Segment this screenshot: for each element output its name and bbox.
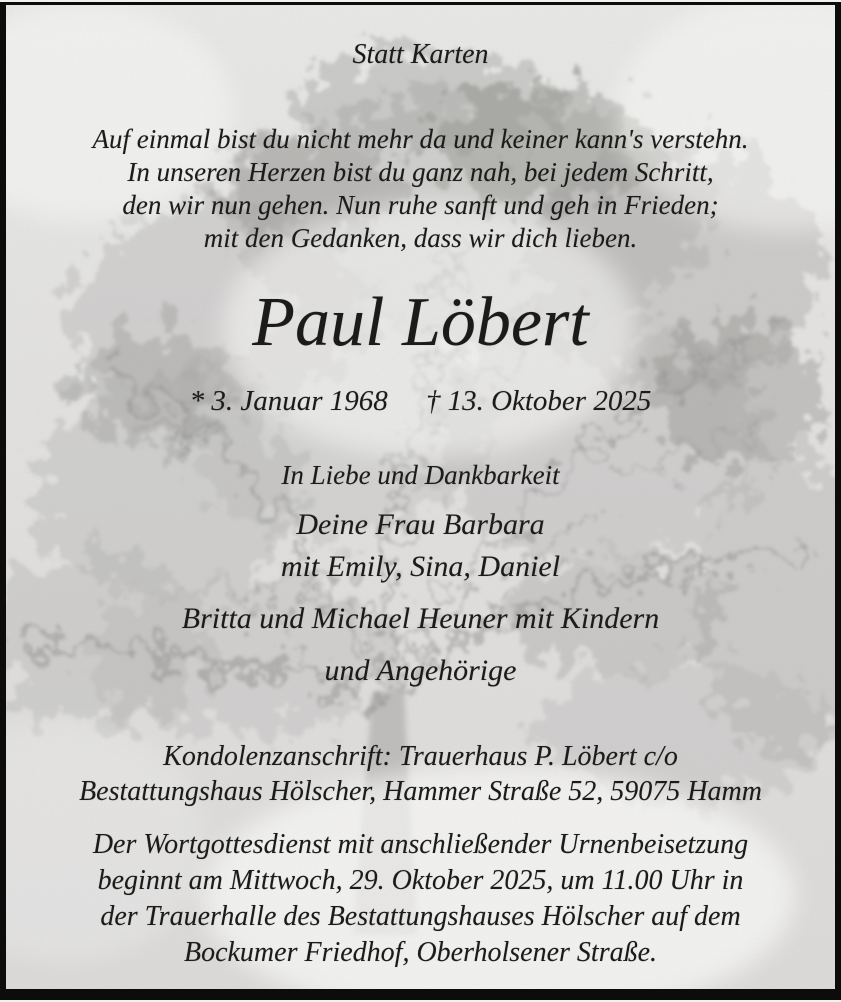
condolence-line: Bestattungshaus Hölscher, Hammer Straße 52, 59075 Hamm <box>79 776 762 807</box>
service-line: Bockumer Friedhof, Oberholsener Straße. <box>183 937 658 968</box>
birth-date: * 3. Januar 1968 <box>189 385 388 417</box>
mourner-line: und Angehörige <box>324 654 517 687</box>
life-dates <box>6 383 835 419</box>
mourner-line: Britta und Michael Heuner mit Kindern <box>181 602 660 635</box>
poem-line: Auf einmal bist du nicht mehr da und keiner kann's verstehn. <box>92 124 749 154</box>
service-line: Der Wortgottesdienst mit anschließender Urnenbeisetzung <box>92 829 749 860</box>
poem-line: In unseren Herzen bist du ganz nah, bei jedem Schritt, <box>127 157 714 187</box>
deceased-name: Paul Löbert <box>252 284 589 361</box>
service-line: beginnt am Mittwoch, 29. Oktober 2025, um 11.00 Uhr in <box>97 865 744 896</box>
funeral-service-info <box>6 827 835 971</box>
poem-line: den wir nun gehen. Nun ruhe sanft und geh in Frieden; <box>122 190 719 220</box>
poem-line: mit den Gedanken, dass wir dich lieben. <box>203 223 638 253</box>
death-date: † 13. Oktober 2025 <box>425 385 652 417</box>
condolence-line: Kondolenzanschrift: Trauerhaus P. Löbert c/o <box>163 741 678 772</box>
obituary-content <box>6 5 835 989</box>
mourning-intro: In Liebe und Dankbarkeit <box>281 460 560 490</box>
memorial-poem <box>6 123 835 255</box>
pre-header: Statt Karten <box>352 39 489 70</box>
mourner-line: mit Emily, Sina, Daniel <box>280 550 561 583</box>
mourner-line: Deine Frau Barbara <box>296 508 545 541</box>
service-line: der Trauerhalle des Bestattungshauses Hölscher auf dem <box>100 901 741 932</box>
obituary-card <box>0 2 841 1000</box>
condolence-address <box>6 739 835 809</box>
